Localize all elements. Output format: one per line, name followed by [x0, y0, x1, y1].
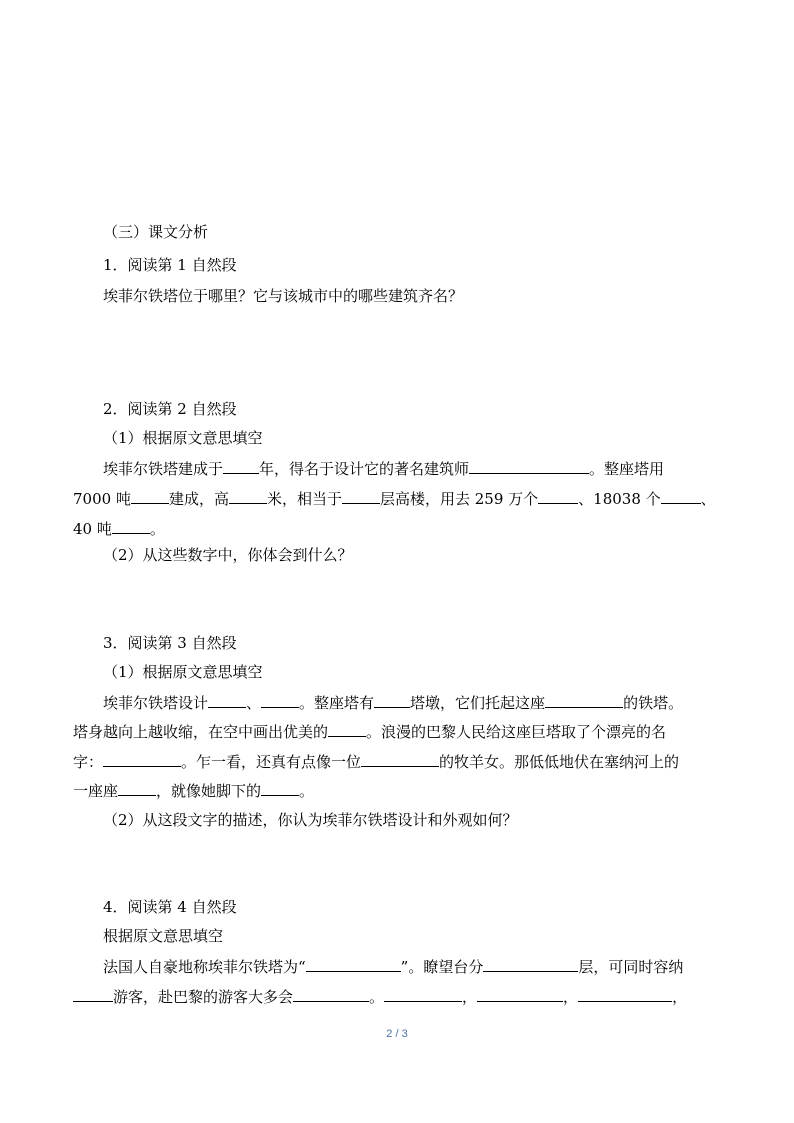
section-title: （三）课文分析	[103, 223, 209, 241]
text: 。浪漫的巴黎人民给这座巨塔取了个漂亮的名	[366, 723, 667, 741]
text: 游客，赴巴黎的游客大多会	[113, 988, 294, 1006]
blank[interactable]	[469, 458, 589, 474]
blank[interactable]	[578, 986, 672, 1002]
text: 法国人自豪地称埃菲尔铁塔为“	[103, 958, 306, 976]
q3-line2	[73, 721, 666, 742]
q3-line3	[73, 751, 679, 772]
text: 埃菲尔铁塔建成于	[103, 460, 224, 478]
text: 7000 吨	[73, 490, 131, 508]
text: 。	[299, 782, 315, 800]
text: 字：	[73, 753, 104, 771]
q2-line2	[73, 488, 716, 509]
blank[interactable]	[477, 986, 563, 1002]
text: 的铁塔。	[623, 694, 684, 712]
text: 建成，高	[168, 490, 229, 508]
text: 、	[700, 490, 716, 508]
q3-sub1: （1）根据原文意思填空	[103, 663, 263, 681]
text: ，	[672, 988, 688, 1006]
text: ，	[462, 988, 478, 1006]
q1-heading: 1．阅读第 1 自然段	[103, 256, 237, 274]
q3-heading: 3．阅读第 3 自然段	[103, 634, 237, 652]
blank[interactable]	[661, 488, 701, 504]
text: 。	[149, 520, 165, 538]
blank[interactable]	[103, 751, 181, 767]
text: 的牧羊女。那低低地伏在塞纳河上的	[439, 753, 680, 771]
q2-sub2: （2）从这些数字中，你体会到什么？	[103, 546, 353, 564]
text: ”。瞭望台分	[400, 958, 484, 976]
text: ，	[563, 988, 579, 1006]
text: ，就像她脚下的	[156, 782, 262, 800]
q4-sub: 根据原文意思填空	[103, 927, 224, 945]
blank[interactable]	[361, 751, 439, 767]
q1-question: 埃菲尔铁塔位于哪里？它与该城市中的哪些建筑齐名？	[103, 287, 464, 305]
q2-line3	[73, 518, 165, 539]
blank[interactable]	[545, 692, 623, 708]
blank[interactable]	[208, 692, 246, 708]
text: 塔墩，它们托起这座	[410, 694, 546, 712]
text: 年，得名于设计它的著名建筑师	[259, 460, 470, 478]
text: 埃菲尔铁塔设计	[103, 694, 209, 712]
blank[interactable]	[306, 956, 401, 972]
text: 、	[246, 694, 262, 712]
text: 层高楼，用去 259 万个	[379, 490, 539, 508]
text: 一座座	[73, 782, 119, 800]
blank[interactable]	[261, 692, 299, 708]
q3-sub2: （2）从这段文字的描述，你认为埃菲尔铁塔设计和外观如何？	[103, 811, 518, 829]
q4-line1	[103, 956, 683, 977]
blank[interactable]	[73, 986, 113, 1002]
blank[interactable]	[342, 488, 380, 504]
text: 。整座塔用	[589, 460, 665, 478]
text: 。	[369, 988, 385, 1006]
blank[interactable]	[229, 488, 267, 504]
blank[interactable]	[328, 721, 366, 737]
q2-line1	[103, 458, 664, 479]
blank[interactable]	[483, 956, 578, 972]
text: 米，相当于	[266, 490, 342, 508]
q3-line1	[103, 692, 683, 713]
blank[interactable]	[374, 692, 410, 708]
q4-heading: 4．阅读第 4 自然段	[103, 898, 237, 916]
blank[interactable]	[112, 518, 150, 534]
text: 层，可同时容纳	[578, 958, 684, 976]
text: 塔身越向上越收缩，在空中画出优美的	[73, 723, 329, 741]
q3-line4	[73, 780, 314, 801]
page-number: 2 / 3	[386, 1028, 408, 1040]
text: 。整座塔有	[299, 694, 375, 712]
blank[interactable]	[261, 780, 299, 796]
blank[interactable]	[538, 488, 578, 504]
text: 。乍一看，还真有点像一位	[181, 753, 362, 771]
blank[interactable]	[223, 458, 259, 474]
blank[interactable]	[118, 780, 156, 796]
q4-line2	[73, 986, 687, 1007]
blank[interactable]	[131, 488, 169, 504]
text: 、18038 个	[578, 490, 661, 508]
blank[interactable]	[293, 986, 369, 1002]
q2-sub1: （1）根据原文意思填空	[103, 429, 263, 447]
q2-heading: 2．阅读第 2 自然段	[103, 400, 237, 418]
text: 40 吨	[73, 520, 112, 538]
blank[interactable]	[384, 986, 462, 1002]
